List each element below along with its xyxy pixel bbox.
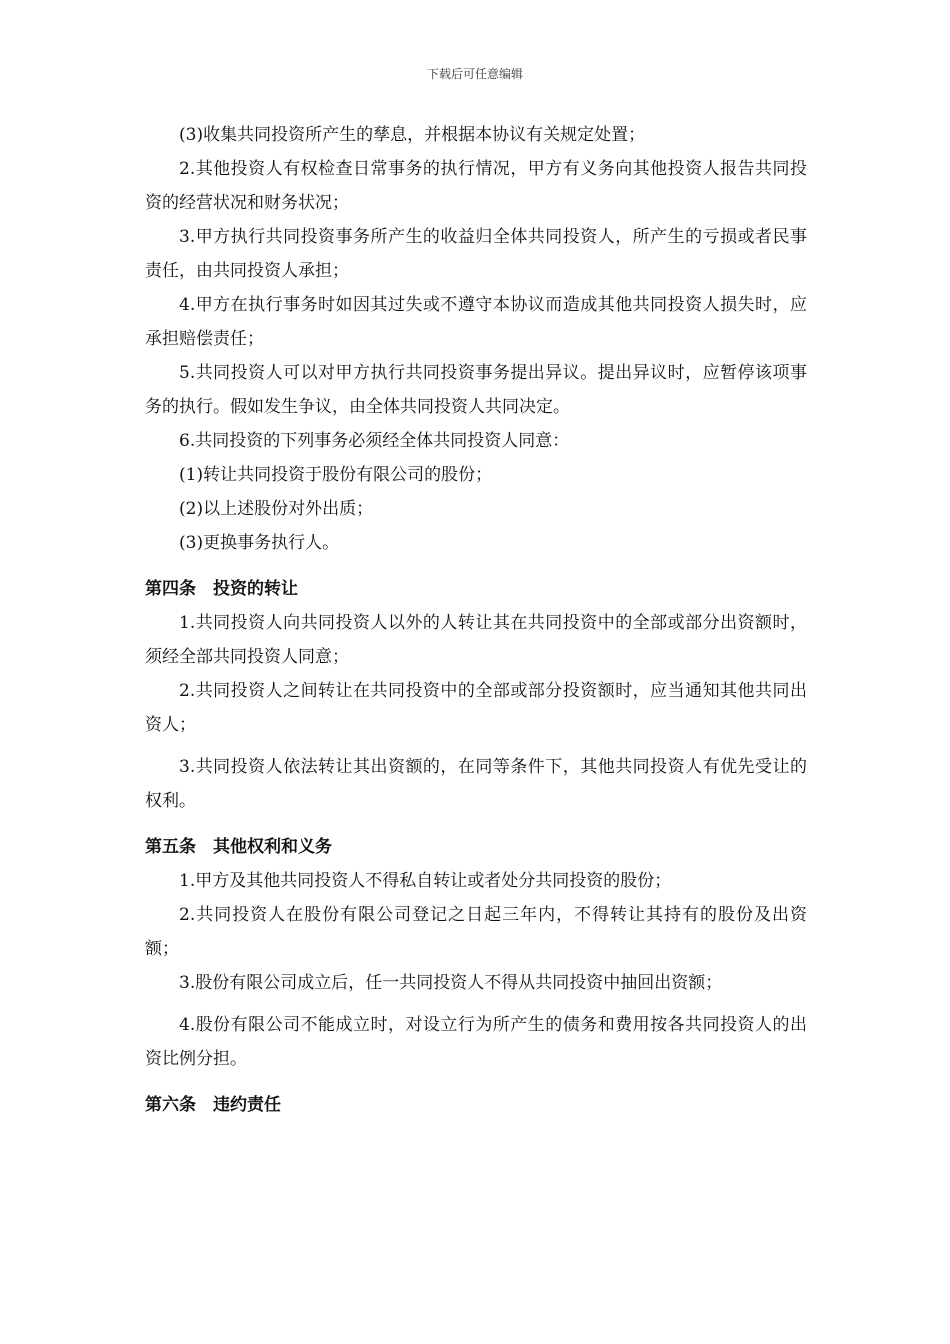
paragraph: (3)收集共同投资所产生的孳息，并根据本协议有关规定处置；: [179, 125, 646, 145]
section-heading-article-5: 第五条 其他权利和义务: [145, 837, 332, 857]
paragraph: 6.共同投资的下列事务必须经全体共同投资人同意：: [179, 431, 570, 451]
paragraph: (2)以上述股份对外出质；: [179, 499, 374, 519]
paragraph: 4.股份有限公司不能成立时，对设立行为所产生的债务和费用按各共同投资人的出资比例分担。: [145, 1015, 807, 1069]
paragraph: 3.共同投资人依法转让其出资额的，在同等条件下，其他共同投资人有优先受让的权利。: [145, 757, 807, 811]
document-body: [145, 118, 807, 1122]
paragraph: 5.共同投资人可以对甲方执行共同投资事务提出异议。提出异议时，应暂停该项事务的执行。假如发生争议，由全体共同投资人共同决定。: [145, 363, 807, 417]
paragraph: 2.共同投资人之间转让在共同投资中的全部或部分投资额时，应当通知其他共同出资人；: [145, 681, 807, 735]
page-header-note: 下载后可任意编辑: [426, 67, 523, 81]
section-heading-article-4: 第四条 投资的转让: [145, 579, 298, 599]
paragraph: 4.甲方在执行事务时如因其过失或不遵守本协议而造成其他共同投资人损失时，应承担赔偿责任；: [145, 295, 807, 349]
paragraph: 1.甲方及其他共同投资人不得私自转让或者处分共同投资的股份；: [179, 871, 672, 891]
paragraph: 1.共同投资人向共同投资人以外的人转让其在共同投资中的全部或部分出资额时，须经全部共同投资人同意；: [145, 613, 807, 667]
paragraph: 2.共同投资人在股份有限公司登记之日起三年内，不得转让其持有的股份及出资额；: [145, 905, 807, 959]
section-heading-article-6: 第六条 违约责任: [145, 1095, 281, 1115]
paragraph: (3)更换事务执行人。: [179, 533, 340, 553]
paragraph: 2.其他投资人有权检查日常事务的执行情况，甲方有义务向其他投资人报告共同投资的经营状况和财务状况；: [145, 159, 807, 213]
paragraph: 3.股份有限公司成立后，任一共同投资人不得从共同投资中抽回出资额；: [179, 973, 723, 993]
paragraph: 3.甲方执行共同投资事务所产生的收益归全体共同投资人，所产生的亏损或者民事责任，由共同投资人承担；: [145, 227, 807, 281]
paragraph: (1)转让共同投资于股份有限公司的股份；: [179, 465, 493, 485]
